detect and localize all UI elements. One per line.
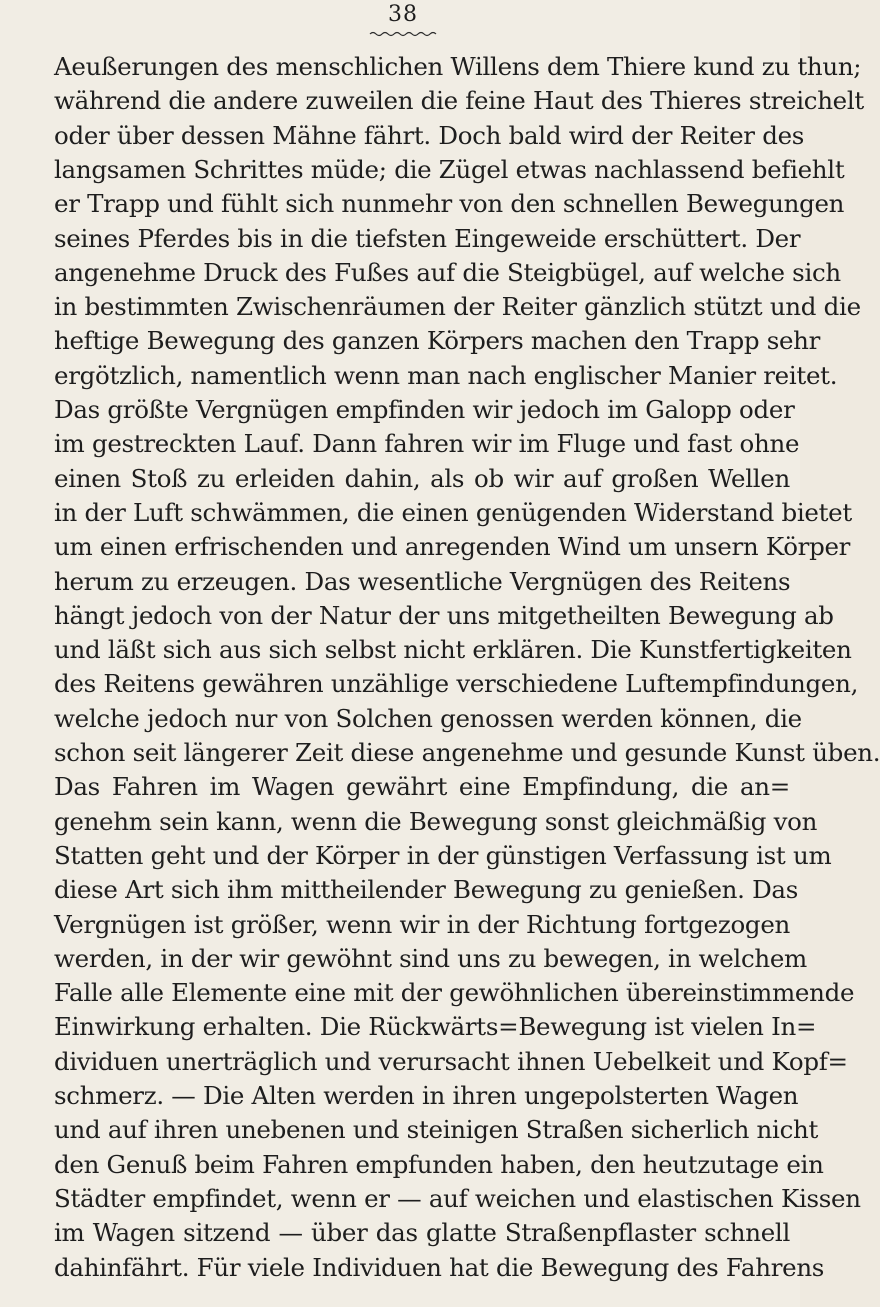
text-line: in der Luft schwämmen, die einen genügenden Widerstand bietet [54,497,852,527]
text-line: Das größte Vergnügen empfinden wir jedoch im Galopp oder [54,395,795,424]
text-line: werden, in der wir gewöhnt sind uns zu bewegen, in welchem [54,943,807,973]
page-number: 38 [388,2,418,27]
text-line: im gestreckten Lauf. Dann fahren wir im Fluge und fast ohne [54,429,800,459]
text-line: einen Stoß zu erleiden dahin, als ob wir auf großen Wellen [54,463,790,493]
text-line: den Genuß beim Fahren empfunden haben, den heutzutage ein [54,1149,824,1179]
text-line: welche jedoch nur von Solchen genossen werden können, die [54,703,802,733]
text-line: Statten geht und der Körper in der günstigen Verfassung ist um [54,840,832,870]
text-line: Einwirkung erhalten. Die Rückwärts=Bewegung ist vielen In= [54,1012,817,1042]
text-line: langsamen Schrittes müde; die Zügel etwas nachlassend befiehlt [54,154,845,184]
text-line: und läßt sich aus sich selbst nicht erklären. Die Kunstfertigkeiten [54,635,852,665]
text-line: heftige Bewegung des ganzen Körpers machen den Trapp sehr [54,326,821,356]
text-line: Städter empfindet, wenn er — auf weichen und elastischen Kissen [54,1183,861,1213]
text-line: dahinfährt. Für viele Individuen hat die Bewegung des Fahrens [54,1252,825,1282]
text-line: während die andere zuweilen die feine Haut des Thieres streichelt [54,86,864,116]
text-line: Aeußerungen des menschlichen Willens dem Thiere kund zu thun; [54,52,862,81]
text-line: um einen erfrischenden und anregenden Wind um unsern Körper [54,532,851,562]
text-line: des Reitens gewähren unzählige verschiedene Luftempfindungen, [54,669,859,699]
text-line: schmerz. — Die Alten werden in ihren ungepolsterten Wagen [54,1081,799,1110]
text-line: in bestimmten Zwischenräumen der Reiter gänzlich stützt und die [54,292,861,322]
text-line: oder über dessen Mähne fährt. Doch bald wird der Reiter des [54,120,805,150]
text-line: und auf ihren unebenen und steinigen Straßen sicherlich nicht [54,1115,819,1145]
text-line: Das Fahren im Wagen gewährt eine Empfindung, die an= [54,772,790,802]
text-line: genehm sein kann, wenn die Bewegung sonst gleichmäßig von [54,806,818,836]
text-line: angenehme Druck des Fußes auf die Steigbügel, auf welche sich [54,257,841,287]
text-line: seines Pferdes bis in die tiefsten Eingeweide erschüttert. Der [54,223,801,253]
text-line: dividuen unerträglich und verursacht ihnen Uebelkeit und Kopf= [54,1046,848,1076]
text-line: hängt jedoch von der Natur der uns mitgetheilten Bewegung ab [54,600,834,630]
text-line: im Wagen sitzend — über das glatte Straßenpflaster schnell [54,1218,790,1248]
text-line: diese Art sich ihm mittheilender Bewegung zu genießen. Das [54,875,799,905]
text-line: Falle alle Elemente eine mit der gewöhnlichen übereinstimmende [54,978,855,1008]
text-line: herum zu erzeugen. Das wesentliche Vergnügen des Reitens [54,566,791,596]
text-line: ergötzlich, namentlich wenn man nach englischer Manier reitet. [54,360,838,390]
text-line: schon seit längerer Zeit diese angenehme und gesunde Kunst üben. [54,738,880,767]
text-line: er Trapp und fühlt sich nunmehr von den schnellen Bewegungen [54,189,845,219]
text-line: Vergnügen ist größer, wenn wir in der Richtung fortgezogen [54,909,790,939]
